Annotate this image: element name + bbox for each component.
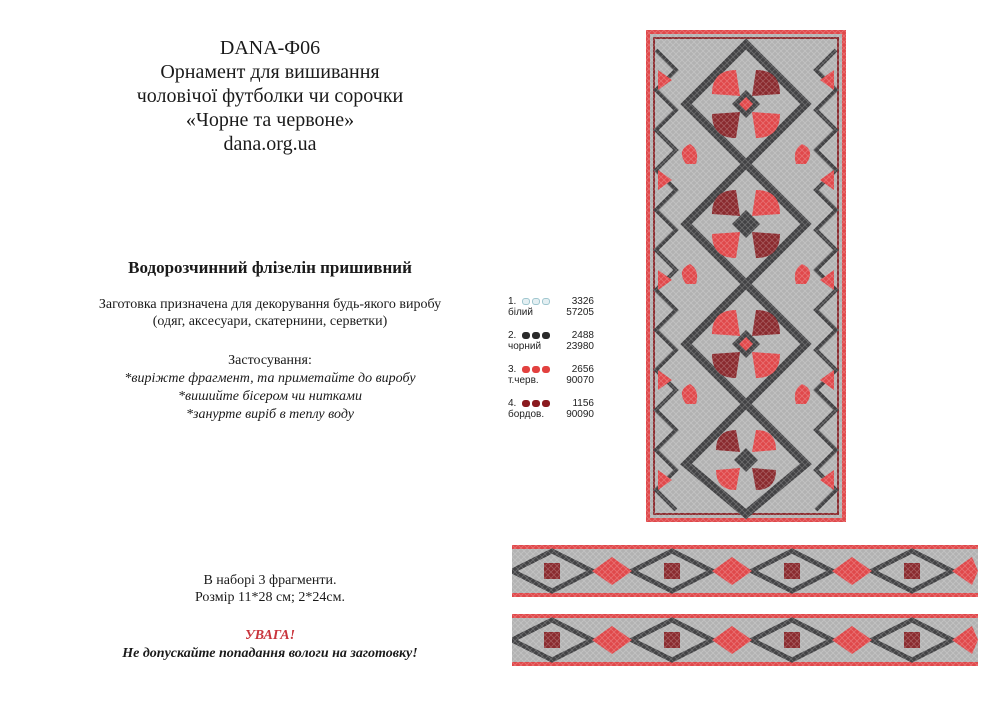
color-legend <box>508 296 598 432</box>
bead-dots-icon <box>522 298 550 305</box>
title-line-1: Орнамент для вишивання <box>160 61 380 83</box>
title-block <box>60 36 480 156</box>
strip-ornament-image <box>512 545 978 597</box>
legend-color-name: білий <box>508 307 533 318</box>
warning-text: Не допускайте попадання вологи на заготовку! <box>122 646 418 661</box>
usage-step: *занурте виріб в теплу воду <box>186 407 354 422</box>
legend-color-name: бордов. <box>508 409 545 420</box>
product-title: Водорозчинний флізелін пришивний <box>128 258 412 277</box>
legend-item <box>508 398 598 432</box>
kit-size: Розмір 11*28 см; 2*24см. <box>194 590 346 605</box>
product-code: DANA-Ф06 <box>219 37 321 59</box>
usage-block <box>60 352 480 424</box>
strip-ornament-image <box>512 614 978 666</box>
legend-code: 2656 <box>571 364 594 375</box>
kit-fragments: В наборі 3 фрагменти. <box>203 573 337 588</box>
description-line-1: Заготовка призначена для декорування будь-якого виробу <box>98 297 442 312</box>
legend-number: 1. <box>508 296 517 307</box>
title-line-3: «Чорне та червоне» <box>185 109 355 131</box>
legend-color-name: т.черв. <box>508 375 539 386</box>
legend-item <box>508 364 598 398</box>
legend-code: 1156 <box>572 398 594 409</box>
usage-heading: Застосування: <box>228 353 312 368</box>
title-line-2: чоловічої футболки чи сорочки <box>136 85 404 107</box>
warning-label: УВАГА! <box>244 628 296 643</box>
legend-code: 57205 <box>566 307 594 318</box>
main-ornament-image <box>646 30 846 522</box>
warning-block <box>40 627 500 663</box>
legend-code: 2488 <box>571 330 594 341</box>
legend-number: 3. <box>508 364 517 375</box>
description-line-2: (одяг, аксесуари, скатернини, серветки) <box>152 314 388 329</box>
legend-code: 90070 <box>566 375 594 386</box>
bead-dots-icon <box>522 332 550 339</box>
legend-code: 23980 <box>566 341 594 352</box>
usage-step: *виріжте фрагмент, та приметайте до виробу <box>124 371 416 386</box>
kit-info <box>60 572 480 606</box>
legend-item <box>508 296 598 330</box>
usage-step: *вишийте бісером чи нитками <box>178 389 362 404</box>
site-link[interactable]: dana.org.ua <box>223 133 317 155</box>
legend-number: 4. <box>508 398 517 409</box>
legend-code: 3326 <box>571 296 594 307</box>
legend-color-name: чорний <box>508 341 542 352</box>
legend-number: 2. <box>508 330 517 341</box>
legend-code: 90090 <box>566 409 594 420</box>
legend-item <box>508 330 598 364</box>
bead-dots-icon <box>522 400 550 407</box>
description <box>40 296 500 330</box>
bead-dots-icon <box>522 366 550 373</box>
